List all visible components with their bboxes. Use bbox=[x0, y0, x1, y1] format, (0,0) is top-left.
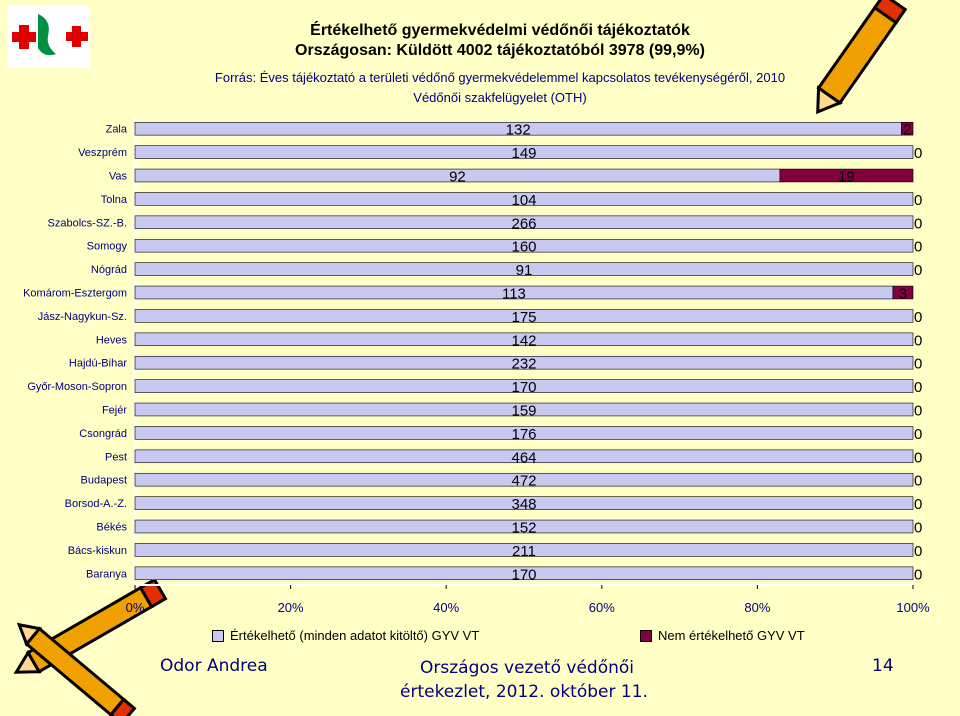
value-label-evaluable: 104 bbox=[511, 191, 537, 209]
value-label-not-evaluable: 0 bbox=[914, 402, 923, 420]
value-label-not-evaluable: 0 bbox=[914, 496, 923, 514]
category-label: Budapest bbox=[80, 474, 127, 487]
value-label-evaluable: 232 bbox=[511, 355, 537, 373]
value-label-evaluable: 472 bbox=[511, 472, 537, 490]
value-label-evaluable: 170 bbox=[511, 566, 537, 584]
event-name bbox=[400, 656, 650, 704]
x-tick-label: 100% bbox=[896, 600, 930, 615]
x-tick-label: 80% bbox=[744, 600, 771, 615]
value-label-evaluable: 266 bbox=[511, 215, 537, 233]
x-tick-label: 0% bbox=[125, 600, 145, 615]
value-label-not-evaluable: 0 bbox=[914, 308, 923, 326]
value-label-evaluable: 142 bbox=[511, 332, 537, 350]
category-label: Heves bbox=[95, 334, 127, 347]
value-label-not-evaluable: 2 bbox=[903, 121, 912, 139]
category-label: Vas bbox=[108, 170, 127, 183]
category-label: Veszprém bbox=[78, 147, 127, 160]
category-label: Szabolcs-SZ.-B. bbox=[47, 217, 127, 230]
value-label-not-evaluable: 3 bbox=[898, 285, 908, 303]
legend-label-not-evaluable: Nem értékelhető GYV VT bbox=[658, 628, 805, 643]
value-label-not-evaluable: 0 bbox=[914, 145, 923, 163]
value-label-not-evaluable: 0 bbox=[914, 332, 923, 350]
category-label: Tolna bbox=[100, 193, 127, 206]
category-label: Somogy bbox=[86, 240, 127, 253]
category-label: Borsod-A.-Z. bbox=[64, 498, 127, 511]
category-label: Békés bbox=[96, 521, 127, 534]
value-label-evaluable: 176 bbox=[511, 425, 537, 443]
value-label-not-evaluable: 0 bbox=[914, 425, 923, 443]
value-label-not-evaluable: 0 bbox=[914, 191, 923, 209]
value-label-evaluable: 464 bbox=[511, 449, 537, 467]
event-line-1: Országos vezető védőnői bbox=[420, 658, 635, 678]
value-label-evaluable: 170 bbox=[511, 379, 537, 397]
value-label-evaluable: 113 bbox=[501, 285, 526, 303]
value-label-not-evaluable: 0 bbox=[914, 355, 923, 373]
value-label-not-evaluable: 0 bbox=[914, 472, 923, 490]
value-label-not-evaluable: 0 bbox=[914, 449, 923, 467]
category-label: Bács-kiskun bbox=[67, 544, 127, 557]
value-label-evaluable: 175 bbox=[511, 308, 537, 326]
legend bbox=[212, 628, 832, 646]
event-line-2: értekezlet, 2012. október 11. bbox=[400, 682, 648, 702]
category-label: Fejér bbox=[101, 404, 127, 417]
chart-subtitle: Országosan: Küldött 4002 tájékoztatóból 3978 (99,9%) bbox=[295, 42, 705, 59]
value-label-evaluable: 152 bbox=[511, 519, 537, 537]
source-organization: Védőnői szakfelügyelet (OTH) bbox=[413, 90, 587, 105]
legend-label-evaluable: Értékelhető (minden adatot kitöltő) GYV VT bbox=[230, 628, 480, 643]
x-tick-label: 60% bbox=[588, 600, 615, 615]
x-tick-label: 40% bbox=[433, 600, 460, 615]
value-label-not-evaluable: 0 bbox=[914, 238, 923, 256]
category-label: Hajdú-Bihar bbox=[68, 357, 127, 370]
source-note: Forrás: Éves tájékoztató a területi védőnő gyermekvédelemmel kapcsolatos tevékenységéről, 2010 bbox=[214, 70, 786, 85]
category-label: Pest bbox=[104, 451, 127, 464]
chart-title: Értékelhető gyermekvédelmi védőnői tájékoztatók bbox=[310, 22, 690, 39]
x-tick-label: 20% bbox=[277, 600, 304, 615]
legend-swatch-evaluable bbox=[212, 630, 224, 642]
author-name: Odor Andrea bbox=[160, 656, 268, 676]
legend-item-evaluable bbox=[212, 628, 479, 643]
value-label-evaluable: 132 bbox=[505, 121, 531, 139]
category-label: Zala bbox=[105, 123, 127, 136]
value-label-evaluable: 149 bbox=[511, 145, 537, 163]
value-label-evaluable: 92 bbox=[449, 168, 466, 186]
value-label-not-evaluable: 0 bbox=[914, 566, 923, 584]
value-label-not-evaluable: 0 bbox=[914, 262, 923, 280]
category-label: Jász-Nagykun-Sz. bbox=[37, 310, 127, 323]
legend-item-not-evaluable bbox=[640, 628, 805, 643]
value-label-not-evaluable: 0 bbox=[914, 379, 923, 397]
category-label: Csongrád bbox=[79, 427, 127, 440]
category-label: Győr-Moson-Sopron bbox=[27, 381, 127, 394]
value-label-evaluable: 91 bbox=[515, 262, 533, 280]
page-number: 14 bbox=[872, 656, 894, 676]
category-label: Baranya bbox=[86, 568, 127, 581]
value-label-not-evaluable: 0 bbox=[914, 519, 923, 537]
category-label: Nógrád bbox=[90, 264, 127, 277]
value-label-not-evaluable: 0 bbox=[914, 215, 923, 233]
value-label-evaluable: 348 bbox=[511, 496, 537, 514]
value-label-evaluable: 160 bbox=[511, 238, 537, 256]
value-label-evaluable: 211 bbox=[512, 542, 536, 560]
legend-swatch-not-evaluable bbox=[640, 630, 652, 642]
value-label-evaluable: 159 bbox=[511, 402, 537, 420]
category-label: Komárom-Esztergom bbox=[23, 287, 127, 300]
value-label-not-evaluable: 0 bbox=[914, 542, 923, 560]
value-label-not-evaluable: 19 bbox=[838, 168, 855, 186]
